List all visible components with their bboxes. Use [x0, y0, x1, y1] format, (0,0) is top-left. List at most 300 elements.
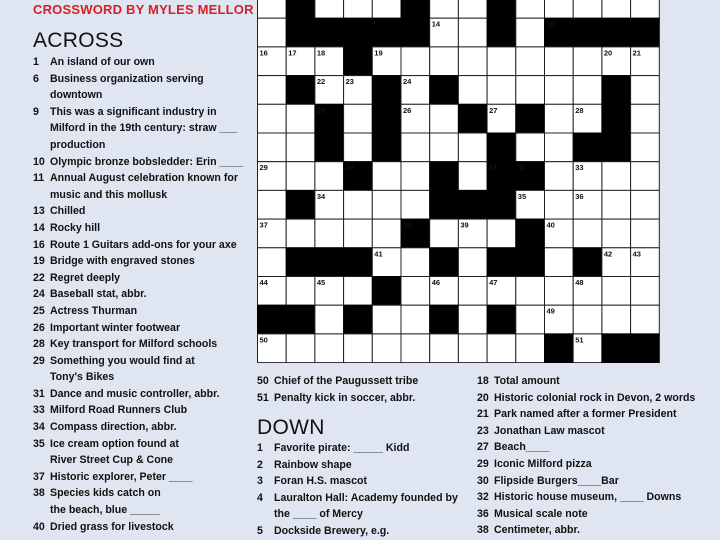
across-clue-19: [33, 253, 248, 270]
clue-number: 3: [257, 475, 263, 488]
black-square: [458, 104, 487, 133]
square-number: 20: [603, 48, 613, 58]
clue-text: [274, 490, 467, 523]
clue-number: 22: [33, 271, 45, 284]
down-clue-3: [257, 473, 467, 490]
answer-square[interactable]: [372, 305, 401, 334]
answer-square[interactable]: [573, 219, 602, 248]
clue-text: [50, 54, 248, 71]
black-square: [315, 18, 344, 47]
black-square: [602, 76, 631, 105]
black-square: [487, 18, 516, 47]
clue-line: Historic colonial rock in Devon, 2 words: [494, 391, 696, 404]
answer-square[interactable]: [631, 0, 660, 18]
down-clue-1: [257, 440, 467, 457]
answer-square[interactable]: [401, 334, 430, 363]
clue-text: [50, 485, 248, 518]
answer-square[interactable]: [602, 190, 631, 219]
answer-square[interactable]: [258, 248, 287, 277]
answer-square[interactable]: [631, 162, 660, 191]
across-clue-31: [33, 386, 248, 403]
answer-square[interactable]: [545, 76, 574, 105]
square-number: 17: [288, 48, 297, 58]
clue-text: [50, 436, 248, 469]
across-clue-10: [33, 154, 248, 171]
clue-number: 1: [33, 56, 39, 68]
answer-square[interactable]: [573, 305, 602, 334]
square-number: 47: [489, 278, 498, 287]
black-square: [487, 248, 516, 277]
answer-square[interactable]: [344, 277, 373, 306]
clue-line: Something you would find at: [50, 354, 195, 367]
square-number: 21: [632, 48, 641, 58]
crossword-grid[interactable]: [257, 0, 688, 363]
answer-square[interactable]: [401, 277, 430, 306]
square-number: 30: [345, 163, 354, 173]
across-clue-35: [33, 436, 248, 469]
black-square: [602, 104, 631, 133]
square-number: 33: [575, 163, 584, 173]
answer-square[interactable]: [286, 104, 315, 133]
answer-square[interactable]: [430, 0, 459, 18]
across-heading: ACROSS: [33, 29, 124, 52]
black-square: [631, 18, 660, 47]
clue-number: 37: [33, 470, 45, 483]
answer-square[interactable]: [516, 47, 545, 76]
clue-text: [50, 320, 248, 337]
square-number: 40: [546, 220, 555, 230]
answer-square[interactable]: [344, 219, 373, 248]
clue-number: 10: [33, 155, 45, 168]
answer-square[interactable]: [258, 18, 287, 47]
square-number: 43: [632, 249, 641, 259]
answer-square[interactable]: [458, 334, 487, 363]
answer-square[interactable]: [516, 0, 545, 18]
answer-square[interactable]: [258, 0, 287, 18]
clue-number: 18: [477, 375, 489, 387]
answer-square[interactable]: [258, 190, 287, 219]
clue-text: [494, 522, 717, 539]
across-clue-16: [33, 237, 248, 254]
down-clue-5: [257, 523, 467, 540]
answer-square[interactable]: [545, 248, 574, 277]
clue-number: 23: [477, 424, 489, 437]
clue-number: 11: [33, 172, 45, 185]
black-square: [344, 248, 373, 277]
clue-text: [50, 154, 248, 171]
down-clue-2: [257, 457, 467, 474]
answer-square[interactable]: [458, 305, 487, 334]
clue-number: 36: [477, 507, 489, 520]
answer-square[interactable]: [631, 305, 660, 334]
across-clue-37: [33, 469, 248, 486]
clue-number: 29: [33, 354, 45, 367]
answer-square[interactable]: [545, 47, 574, 76]
clue-line: Musical scale note: [494, 507, 588, 520]
clue-line: Park named after a former President: [494, 408, 677, 421]
answer-square[interactable]: [458, 162, 487, 191]
clue-number: 20: [477, 391, 489, 404]
answer-square[interactable]: [545, 190, 574, 219]
black-square: [286, 248, 315, 277]
answer-square[interactable]: [458, 0, 487, 18]
square-number: 46: [431, 278, 441, 287]
black-square: [344, 18, 373, 47]
clue-line: River Street Cup & Cone: [50, 454, 174, 467]
down-clue-29: [477, 456, 717, 473]
answer-square[interactable]: [631, 104, 660, 133]
answer-square[interactable]: [430, 104, 459, 133]
black-square: [487, 0, 516, 18]
answer-square[interactable]: [286, 133, 315, 162]
answer-square[interactable]: [516, 76, 545, 105]
answer-square[interactable]: [344, 190, 373, 219]
black-square: [516, 219, 545, 248]
clue-line: Foran H.S. mascot: [274, 475, 368, 488]
answer-square[interactable]: [372, 0, 401, 18]
clue-line: Penalty kick in soccer, abbr.: [274, 391, 416, 404]
black-square: [315, 133, 344, 162]
answer-square[interactable]: [286, 162, 315, 191]
byline: CROSSWORD BY MYLES MELLOR: [33, 2, 254, 17]
black-square: [372, 104, 401, 133]
clue-text: [494, 456, 717, 473]
answer-square[interactable]: [372, 334, 401, 363]
across-clue-40: [33, 519, 248, 536]
answer-square[interactable]: [516, 18, 545, 47]
square-number: 19: [374, 48, 383, 58]
across-clue-38: [33, 485, 248, 518]
clue-line: Tony's Bikes: [50, 371, 115, 384]
black-square: [602, 334, 631, 363]
clue-text: [494, 439, 717, 456]
answer-square[interactable]: [401, 133, 430, 162]
answer-square[interactable]: [315, 219, 344, 248]
square-number: 48: [575, 278, 584, 287]
answer-square[interactable]: [401, 162, 430, 191]
clue-line: Bridge with engraved stones: [50, 255, 195, 268]
answer-square[interactable]: [344, 104, 373, 133]
clue-text: [50, 386, 248, 403]
answer-square[interactable]: [487, 47, 516, 76]
clue-line: music and this mollusk: [50, 188, 168, 201]
answer-square[interactable]: [487, 219, 516, 248]
clue-number: 24: [33, 288, 45, 301]
answer-square[interactable]: [315, 0, 344, 18]
clue-text: [50, 253, 248, 270]
black-square: [573, 18, 602, 47]
across-clue-50: [257, 373, 467, 390]
clue-line: Baseball stat, abbr.: [50, 288, 147, 301]
answer-square[interactable]: [430, 133, 459, 162]
clue-line: the ____ of Mercy: [274, 508, 363, 521]
clue-number: 51: [257, 391, 269, 404]
clue-text: [50, 353, 248, 386]
black-square: [516, 248, 545, 277]
clue-text: [274, 473, 467, 490]
down-clue-32: [477, 489, 717, 506]
clue-text: [50, 71, 248, 104]
answer-square[interactable]: [516, 305, 545, 334]
clue-text: [50, 104, 248, 154]
clue-line: Regret deeply: [50, 271, 121, 284]
clue-text: [50, 419, 248, 436]
answer-square[interactable]: [344, 334, 373, 363]
answer-square[interactable]: [545, 277, 574, 306]
clue-line: Rocky hill: [50, 221, 101, 234]
answer-square[interactable]: [258, 76, 287, 105]
clue-number: 1: [257, 442, 263, 454]
black-square: [516, 104, 545, 133]
answer-square[interactable]: [602, 277, 631, 306]
clue-text: [274, 457, 467, 474]
across-clue-11: [33, 170, 248, 203]
clue-number: 38: [33, 487, 45, 500]
square-number: 41: [374, 249, 383, 259]
answer-square[interactable]: [315, 334, 344, 363]
clue-text: [494, 489, 717, 506]
clue-text: [494, 506, 717, 523]
answer-square[interactable]: [602, 219, 631, 248]
answer-square[interactable]: [458, 277, 487, 306]
answer-square[interactable]: [401, 305, 430, 334]
answer-square[interactable]: [631, 190, 660, 219]
black-square: [430, 190, 459, 219]
clue-number: 16: [33, 238, 45, 251]
clue-text: [50, 336, 248, 353]
answer-square[interactable]: [458, 248, 487, 277]
answer-square[interactable]: [458, 18, 487, 47]
square-number: 24: [403, 77, 412, 87]
square-number: 22: [316, 77, 326, 87]
clue-number: 26: [33, 321, 45, 334]
across-clue-22: [33, 270, 248, 287]
square-number: 16: [259, 48, 268, 58]
across-clue-29: [33, 353, 248, 386]
down-clue-list-continued: [477, 373, 717, 539]
down-heading: DOWN: [257, 416, 325, 439]
clue-number: 27: [477, 441, 489, 454]
answer-square[interactable]: [573, 76, 602, 105]
black-square: [372, 76, 401, 105]
across-clue-33: [33, 402, 248, 419]
square-number: 34: [316, 191, 326, 201]
answer-square[interactable]: [516, 133, 545, 162]
answer-square[interactable]: [372, 190, 401, 219]
clue-number: 14: [33, 221, 45, 234]
black-square: [372, 18, 401, 47]
square-number: 45: [316, 278, 326, 287]
across-clue-list-continued: [257, 373, 467, 406]
answer-square[interactable]: [545, 133, 574, 162]
square-number: 49: [546, 306, 555, 316]
answer-square[interactable]: [286, 219, 315, 248]
answer-square[interactable]: [545, 104, 574, 133]
across-clue-28: [33, 336, 248, 353]
black-square: [286, 0, 315, 18]
black-square: [286, 76, 315, 105]
answer-square[interactable]: [430, 334, 459, 363]
square-number: 15: [546, 19, 555, 29]
clue-line: Business organization serving: [50, 72, 204, 85]
across-clue-1: [33, 54, 248, 71]
answer-square[interactable]: [631, 219, 660, 248]
black-square: [430, 162, 459, 191]
square-number: 42: [603, 249, 613, 259]
across-clue-9: [33, 104, 248, 154]
clue-number: 31: [33, 387, 45, 400]
black-square: [430, 305, 459, 334]
clue-line: Route 1 Guitars add-ons for your axe: [50, 238, 237, 251]
clue-text: [274, 373, 467, 390]
black-square: [631, 334, 660, 363]
answer-square[interactable]: [516, 334, 545, 363]
down-clue-36: [477, 506, 717, 523]
square-number: 23: [345, 77, 354, 87]
answer-square[interactable]: [286, 334, 315, 363]
answer-square[interactable]: [344, 0, 373, 18]
clue-text: [50, 402, 248, 419]
clue-line: Annual August celebration known for: [50, 172, 238, 185]
clue-line: Jonathan Law mascot: [494, 424, 605, 437]
answer-square[interactable]: [631, 133, 660, 162]
clue-text: [50, 519, 248, 536]
answer-square[interactable]: [401, 47, 430, 76]
clue-number: 40: [33, 520, 45, 533]
down-clue-30: [477, 473, 717, 490]
across-clue-6: [33, 71, 248, 104]
answer-square[interactable]: [487, 334, 516, 363]
black-square: [487, 190, 516, 219]
black-square: [487, 305, 516, 334]
answer-square[interactable]: [344, 133, 373, 162]
answer-square[interactable]: [573, 47, 602, 76]
clue-text: [494, 373, 717, 390]
across-clue-13: [33, 203, 248, 220]
square-number: 18: [316, 48, 326, 58]
answer-square[interactable]: [545, 0, 574, 18]
answer-square[interactable]: [458, 76, 487, 105]
square-number: 44: [259, 278, 268, 287]
down-clue-23: [477, 423, 717, 440]
clue-text: [50, 469, 248, 486]
answer-square[interactable]: [315, 162, 344, 191]
clue-number: 30: [477, 474, 489, 487]
clue-number: 38: [477, 524, 489, 537]
clue-number: 2: [257, 458, 263, 471]
clue-line: Ice cream option found at: [50, 437, 179, 450]
down-clue-list: [257, 440, 467, 540]
clue-number: 25: [33, 304, 45, 317]
black-square: [286, 305, 315, 334]
black-square: [545, 334, 574, 363]
answer-square[interactable]: [258, 104, 287, 133]
answer-square[interactable]: [401, 248, 430, 277]
answer-square[interactable]: [458, 47, 487, 76]
clue-line: Key transport for Milford schools: [50, 338, 218, 351]
clue-line: Centimeter, abbr.: [494, 524, 580, 537]
clue-line: Total amount: [494, 375, 560, 387]
clue-line: Flipside Burgers____Bar: [494, 474, 619, 487]
clue-line: Chief of the Paugussett tribe: [274, 375, 419, 387]
answer-square[interactable]: [516, 277, 545, 306]
answer-square[interactable]: [372, 162, 401, 191]
answer-square[interactable]: [602, 162, 631, 191]
answer-square[interactable]: [315, 305, 344, 334]
clue-line: Lauralton Hall: Academy founded by: [274, 491, 458, 504]
clue-text: [50, 303, 248, 320]
clue-line: An island of our own: [50, 56, 155, 68]
clue-number: 4: [257, 491, 263, 504]
answer-square[interactable]: [458, 133, 487, 162]
black-square: [401, 0, 430, 18]
black-square: [602, 133, 631, 162]
square-number: 28: [575, 105, 584, 115]
square-number: 36: [575, 191, 584, 201]
clue-number: 32: [477, 491, 489, 504]
clue-line: Dried grass for livestock: [50, 520, 174, 533]
down-clue-4: [257, 490, 467, 523]
clue-number: 21: [477, 408, 489, 421]
clue-line: Chilled: [50, 205, 86, 218]
black-square: [430, 248, 459, 277]
answer-square[interactable]: [286, 277, 315, 306]
answer-square[interactable]: [602, 305, 631, 334]
black-square: [258, 305, 287, 334]
clue-text: [50, 170, 248, 203]
black-square: [458, 190, 487, 219]
black-square: [286, 190, 315, 219]
clue-text: [50, 237, 248, 254]
answer-square[interactable]: [401, 190, 430, 219]
black-square: [372, 277, 401, 306]
answer-square[interactable]: [372, 219, 401, 248]
down-clue-27: [477, 439, 717, 456]
black-square: [602, 18, 631, 47]
square-number: 35: [517, 191, 527, 201]
clue-text: [50, 220, 248, 237]
answer-square[interactable]: [631, 277, 660, 306]
answer-square[interactable]: [258, 133, 287, 162]
across-clue-25: [33, 303, 248, 320]
clue-number: 5: [257, 524, 263, 537]
clue-number: 6: [33, 72, 39, 85]
clue-text: [494, 406, 717, 423]
answer-square[interactable]: [487, 76, 516, 105]
clue-line: Species kids catch on: [50, 487, 161, 500]
clue-line: Compass direction, abbr.: [50, 421, 177, 434]
square-number: 37: [259, 220, 268, 230]
across-clue-24: [33, 286, 248, 303]
clue-text: [494, 473, 717, 490]
clue-line: Favorite pirate: _____ Kidd: [274, 442, 410, 454]
answer-square[interactable]: [602, 0, 631, 18]
clue-text: [274, 523, 467, 540]
answer-square[interactable]: [631, 76, 660, 105]
clue-line: Actress Thurman: [50, 304, 138, 317]
black-square: [372, 133, 401, 162]
across-clue-34: [33, 419, 248, 436]
black-square: [487, 133, 516, 162]
clue-line: Olympic bronze bobsledder: Erin ____: [50, 155, 244, 168]
clue-number: 29: [477, 457, 489, 470]
across-clue-list: [33, 54, 248, 535]
answer-square[interactable]: [430, 219, 459, 248]
clue-line: Iconic Milford pizza: [494, 457, 592, 470]
answer-square[interactable]: [430, 47, 459, 76]
answer-square[interactable]: [573, 0, 602, 18]
answer-square[interactable]: [545, 162, 574, 191]
